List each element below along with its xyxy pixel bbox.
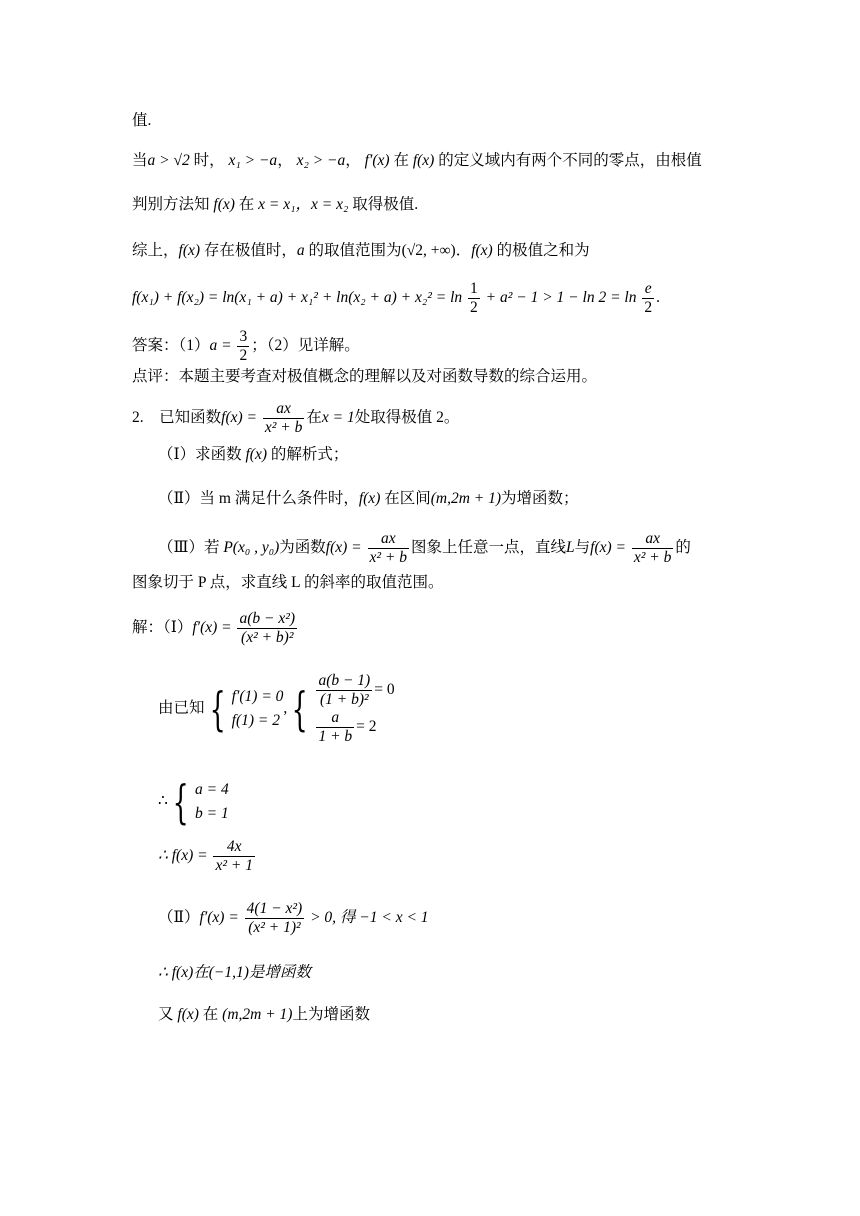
comment-line: 点评：本题主要考查对极值概念的理解以及对函数导数的综合运用。 xyxy=(132,368,598,385)
increasing-condition: 又 f(x) 在 (m,2m + 1)上为增函数 xyxy=(158,1006,370,1023)
left-brace: { xyxy=(209,682,226,736)
given-system: 由已知{ f′(1) = 0 f(1) = 2 ,{ $\frac{a(b - 1)}{\text{(1 + b)²}}$ = 0 $\frac{a}{1 + b}$ = 2 xyxy=(158,672,395,745)
question-2: （Ⅱ）当 m 满足什么条件时，f(x) 在区间(m,2m + 1)为增函数； xyxy=(158,490,579,507)
solution-derivative: 解：（Ⅰ）f′(x) = $\frac{\text{a(b − x²)}}{\text{(x² + b)²}}$ xyxy=(132,610,296,646)
question-1: （Ⅰ）求函数 f(x) 的解析式； xyxy=(158,446,349,463)
problem-2-statement: 2. 已知函数f(x) = $\frac{ax}{\text{x² + b}}$ 在x = 1处取得极值 2。 xyxy=(132,400,460,436)
answer-line: 答案：（1）a = $\frac{3}{2}$ ；（2）见详解。 xyxy=(132,328,360,364)
increasing-interval: ∴ f(x)在(−1,1)是增函数 xyxy=(158,964,311,981)
condition-line: 当a > √2 时， x₁ > −a， x₂ > −a， f′(x) 在 f(x) 的定义域内有两个不同的零点，由根值 xyxy=(132,152,702,169)
root-test-line: 判别方法知 f(x) 在 x = x₁，x = x₂ 取得极值. xyxy=(132,196,419,213)
extremum-sum-equation: f(x₁) + f(x₂) = ln(x₁ + a) + x₁² + ln(x₂ + a) + x₂² = ln $\frac{1}{2}$ + a² − 1 > 1 − ln 2 = ln $\frac{e}{2}$ . xyxy=(132,280,660,316)
question-3: （Ⅲ）若 P(x₀ , y₀)为函数f(x) = $\frac{ax}{\text{x² + b}}$ 图象上任意一点，直线L与f(x) = $\frac{ax}{\text{x² + b}}$ 的 xyxy=(158,530,691,566)
left-brace: { xyxy=(172,775,189,829)
part-2-derivative: （Ⅱ）f′(x) = $\frac{\text{4(1 − x²)}}{\text{(x² + 1)²}}$ > 0, 得 −1 < x < 1 xyxy=(158,900,429,936)
summary-line: 综上，f(x) 存在极值时，a 的取值范围为(√2, +∞)．f(x) 的极值之和为 xyxy=(132,242,590,259)
solved-values: ∴{ a = 4 b = 1 xyxy=(158,775,229,829)
question-3-continued: 图象切于 P 点，求直线 L 的斜率的取值范围。 xyxy=(132,574,444,591)
continued-text: 值. xyxy=(132,112,152,129)
function-result: ∴ f(x) = $\frac{4x}{\text{x² + 1}}$ xyxy=(158,838,253,874)
left-brace: { xyxy=(291,682,308,736)
